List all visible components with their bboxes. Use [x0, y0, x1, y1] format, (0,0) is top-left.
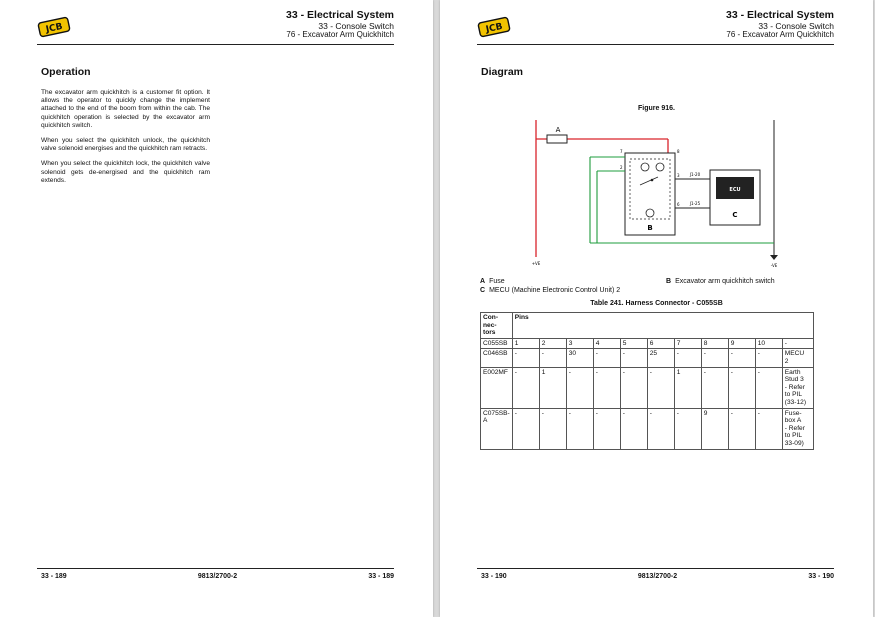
switch-label: B: [647, 224, 653, 232]
pin-label: 2: [620, 165, 623, 170]
pin-cell: -: [755, 408, 782, 449]
legend-row: [480, 287, 834, 296]
pin-cell: -: [566, 367, 593, 408]
page-number: 33 - 190: [481, 573, 507, 580]
pin-cell: -: [728, 367, 755, 408]
pin-cell: -: [512, 367, 539, 408]
connector-cell: E002MF: [481, 367, 513, 408]
ground-label: -VE: [770, 263, 778, 268]
pin-cell: 5: [620, 338, 647, 349]
page-header: [726, 10, 834, 40]
page-number: 33 - 189: [41, 573, 67, 580]
page-header: [286, 10, 394, 40]
header-rule: [477, 44, 834, 45]
chapter-title: 33 - Electrical System: [726, 9, 834, 21]
pin-cell: 9: [701, 408, 728, 449]
svg-text:JCB: JCB: [485, 21, 504, 36]
footer-rule: [37, 568, 394, 569]
pin-cell: -: [728, 349, 755, 367]
pin-cell: -: [701, 349, 728, 367]
pin-cell: 30: [566, 349, 593, 367]
jcb-logo: [37, 15, 71, 39]
operation-heading: Operation: [41, 66, 91, 78]
ecu-pin-label: J1-20: [689, 172, 701, 177]
pin-cell: 25: [647, 349, 674, 367]
paragraph: When you select the quickhitch unlock, the quickhitch valve solenoid energises and the quickhitch ram retracts.: [41, 137, 210, 153]
table-header-row: [481, 313, 814, 339]
section-title: 33 - Console Switch: [318, 20, 394, 31]
legend-item: A Fuse: [480, 278, 505, 285]
pin-cell: 9: [728, 338, 755, 349]
pin-label: 3: [677, 173, 680, 178]
document-number: 9813/2700-2: [637, 573, 678, 580]
table-title: Table 241. Harness Connector - C055SB: [590, 300, 723, 307]
switch-lamp: [641, 163, 649, 171]
pin-cell: -: [593, 367, 620, 408]
diagram-heading: Diagram: [481, 66, 524, 78]
section-title: 33 - Console Switch: [758, 20, 834, 31]
pin-cell: 6: [647, 338, 674, 349]
pin-label: 8: [677, 149, 680, 154]
pin-label: 6: [677, 202, 680, 207]
diagram-legend: [480, 278, 834, 295]
pin-cell: -: [647, 367, 674, 408]
note-cell: Fuse- box A - Refer to PIL 33-09): [782, 408, 813, 449]
header-pins: Pins: [512, 313, 813, 339]
svg-text:JCB: JCB: [45, 21, 64, 36]
jcb-logo: [477, 15, 511, 39]
pin-cell: -: [566, 408, 593, 449]
pin-cell: -: [512, 349, 539, 367]
document-number: 9813/2700-2: [197, 573, 238, 580]
table-row: [481, 367, 814, 408]
note-cell: MECU 2: [782, 349, 813, 367]
left-page: [0, 0, 433, 617]
paragraph: When you select the quickhitch lock, the quickhitch valve solenoid gets de-energised and the quickhitch ram extends.: [41, 160, 210, 184]
paragraph: The excavator arm quickhitch is a customer fit option. It allows the operator to quickly change the implement attached to the end of the boom from within the cab. The quickhitch operation is selected by the excavator arm quickhitch switch.: [41, 89, 210, 129]
pin-cell: -: [674, 349, 701, 367]
pin-cell: 8: [701, 338, 728, 349]
pin-cell: -: [647, 408, 674, 449]
note-cell: Earth Stud 3 - Refer to PIL (33-12): [782, 367, 813, 408]
connector-cell: C055SB: [481, 338, 513, 349]
figure-caption: Figure 916.: [638, 105, 675, 112]
pin-cell: -: [620, 367, 647, 408]
ecu-label: ECU: [729, 187, 741, 193]
ecu-pin-label: J1-25: [689, 201, 701, 206]
switch-lamp: [656, 163, 664, 171]
switch-box: [625, 153, 675, 235]
pin-cell: -: [593, 349, 620, 367]
page-number: 33 - 190: [808, 573, 834, 580]
subsection-title: 76 - Excavator Arm Quickhitch: [726, 29, 834, 39]
pin-label: 7: [620, 149, 623, 154]
ground-symbol: [770, 255, 778, 260]
pin-cell: -: [539, 408, 566, 449]
footer-rule: [477, 568, 834, 569]
pin-cell: -: [755, 349, 782, 367]
pin-cell: -: [593, 408, 620, 449]
connector-cell: C075SB- A: [481, 408, 513, 449]
legend-row: [480, 278, 834, 287]
pin-cell: -: [674, 408, 701, 449]
pin-cell: -: [701, 367, 728, 408]
pin-cell: 10: [755, 338, 782, 349]
fuse-symbol: [547, 135, 567, 143]
subsection-title: 76 - Excavator Arm Quickhitch: [286, 29, 394, 39]
chapter-title: 33 - Electrical System: [286, 9, 394, 21]
pin-cell: 7: [674, 338, 701, 349]
legend-item: C MECU (Machine Electronic Control Unit) 2: [480, 286, 621, 294]
table-row: [481, 408, 814, 449]
connector-cell: C046SB: [481, 349, 513, 367]
pin-cell: -: [539, 349, 566, 367]
fuse-label: A: [555, 126, 561, 134]
supply-label: +VE: [531, 261, 541, 266]
legend-item: B Excavator arm quickhitch switch: [666, 278, 775, 285]
page-number: 33 - 189: [368, 573, 394, 580]
switch-lever: [640, 177, 658, 185]
pin-cell: -: [512, 408, 539, 449]
pin-cell: -: [620, 349, 647, 367]
harness-table: [480, 312, 814, 450]
table-row: [481, 338, 814, 349]
pin-cell: 4: [593, 338, 620, 349]
switch-lamp: [646, 209, 654, 217]
note-cell: -: [782, 338, 813, 349]
header-connectors: Con- nec- tors: [481, 313, 513, 339]
pin-cell: -: [728, 408, 755, 449]
operation-text: [41, 89, 210, 192]
pin-cell: 1: [539, 367, 566, 408]
pin-cell: -: [620, 408, 647, 449]
header-rule: [37, 44, 394, 45]
ecu-box-label: C: [732, 211, 738, 219]
pin-cell: 1: [674, 367, 701, 408]
pin-cell: 3: [566, 338, 593, 349]
table-row: [481, 349, 814, 367]
pin-cell: 2: [539, 338, 566, 349]
right-page: [440, 0, 873, 617]
wiring-diagram: [530, 115, 790, 275]
pin-cell: -: [755, 367, 782, 408]
pin-cell: 1: [512, 338, 539, 349]
